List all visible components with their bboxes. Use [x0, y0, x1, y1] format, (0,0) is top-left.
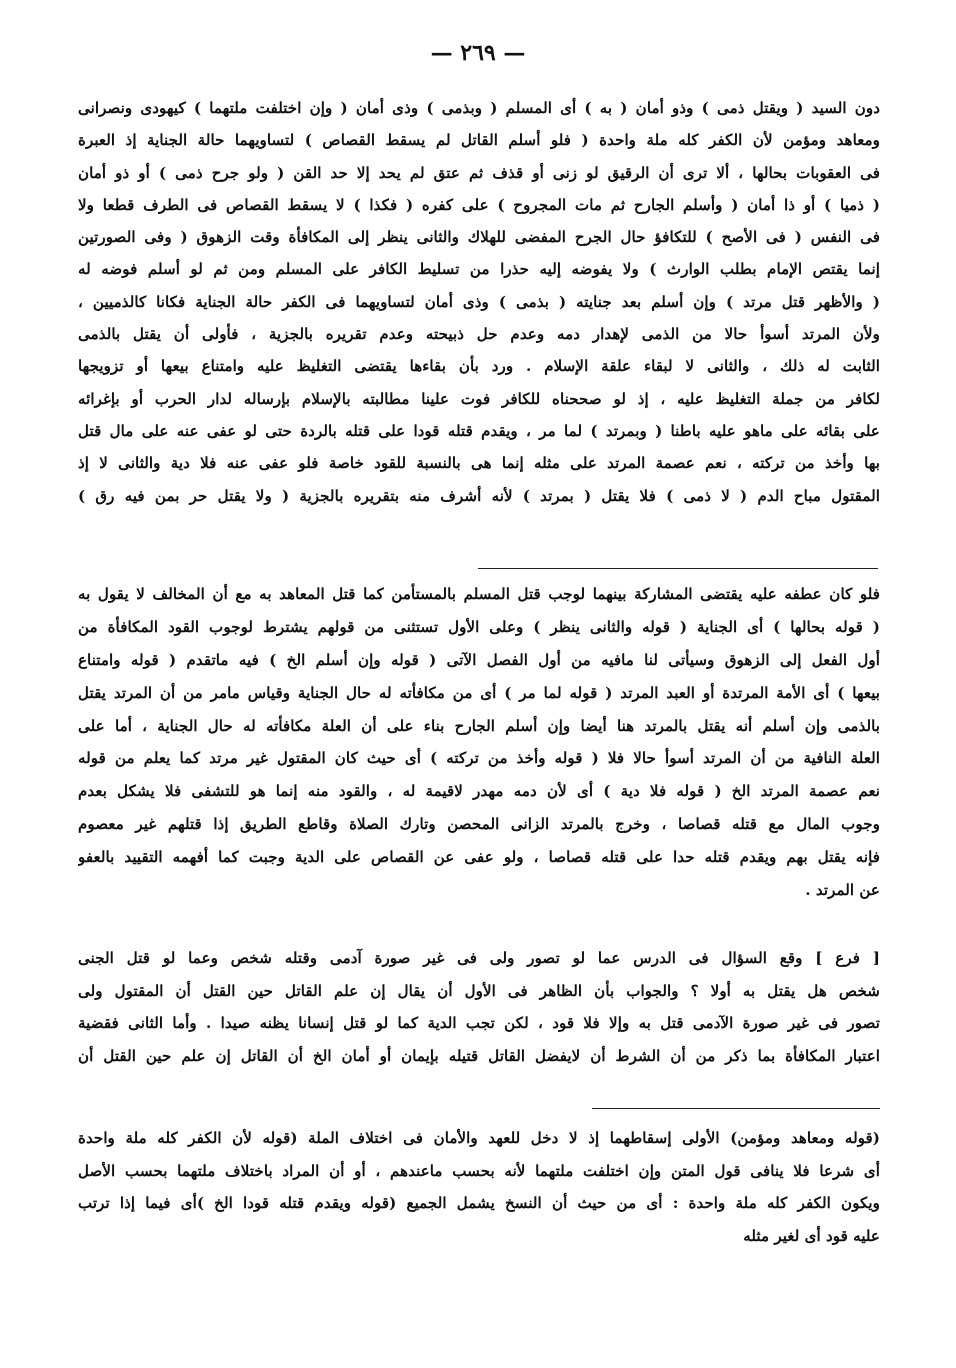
main-text-line: فى العقوبات بحالها ، ألا ترى أن الرقيق لو زنى أو قذف ثم عتق لم يحد إلا حد القن ( ولو جرح ذمى ) أو ذو أمان	[78, 163, 880, 182]
commentary-line: تصور فى غير صورة الآدمى قتل به وإلا فلا قود ، لكن تجب الدية كما لو قتل إنسانا يظنه صيدا . وأما الثانى فقضية	[78, 1014, 880, 1033]
separator-rule	[592, 1108, 880, 1109]
main-text-line: ولأن المرتد أسوأ حالا من الذمى لإهدار دمه وعدم حل ذبيحته وعدم تقريره بالجزية ، فأولى أن يقتل بالذمى	[78, 325, 880, 344]
main-text	[78, 92, 880, 512]
commentary-line: بالذمى وإن أسلم أنه يقتل بالمرتد هنا أيضا وإن أسلم الجارح بناء على أن العلة مكافأته له حال الجناية ، أما على	[78, 716, 880, 735]
main-text-line: بها وأخذ من تركته ، نعم عصمة المرتد على مثله إنما هى بالنسبة للقود خاصة فلو عفى عنه فلا دية والثانى لا إذ	[78, 454, 880, 473]
main-text-line: إنما يقتص الإمام بطلب الوارث ) ولا يفوضه إليه حذرا من تسليط الكافر على المسلم ومن ثم لو أسلم فوضه له	[78, 260, 880, 279]
commentary-line: أول الفعل إلى الزهوق وسيأتى لنا مافيه من أول الفصل الآتى ( قوله وإن أسلم الخ ) فيه ماتقدم ( قوله وامتناع	[78, 650, 880, 669]
commentary-first	[78, 578, 880, 907]
commentary-line: أى شرعا فلا ينافى قول المتن وإن اختلفت ملتهما لأنه بحسب ماعندهم ، أو أن المراد باختلاف ملتهما بحسب الأصل	[78, 1161, 880, 1180]
main-text-line: فى النفس ( فى الأصح ) للتكافؤ حال الجرح المفضى للهلاك والثانى ينظر إلى المكافأة وقت الزهوق ( وفى الصورتين	[78, 228, 880, 247]
page-number: — ٢٦٩ —	[430, 40, 526, 66]
commentary-line: اعتبار المكافأة بما ذكر من أن الشرط أن لايفضل القاتل قتيله بإيمان أو أمان الخ أن القاتل إن علم حين القتل أن	[78, 1046, 880, 1065]
main-text-line: ( والأظهر قتل مرتد ) وإن أسلم بعد جنايته ( بذمى ) وذى أمان لتساويهما فى الكفر حالة الجناية فكانا كالذميين ،	[78, 292, 880, 311]
main-text-line: لكافر من جملة التغليظ عليه ، إذ لو صححناه للكافر فوت علينا مطالبته بالإسلام بإرساله لدار الحرب أو بإغرائه	[78, 389, 880, 408]
commentary-line: العلة النافية من أن المرتد أسوأ حالا فلا ( قوله وأخذ من تركته ) أى حيث كان المقتول غير مرتد كما يعلم من قوله	[78, 749, 880, 768]
commentary-line: [ فرع ] وقع السؤال فى الدرس عما لو تصور ولى فى غير صورة آدمى وقتله شخص وعما لو قتل الجنى	[78, 949, 880, 967]
commentary-line: عن المرتد .	[805, 881, 880, 900]
main-text-line: الثابت له ذلك ، والثانى لا لبقاء علقة الإسلام . ورد بأن بقاءها يقتضى التغليظ عليه وامتناع بيعها أو تزويجها	[78, 357, 880, 376]
commentary-line: شخص هل يقتل به أولا ؟ والجواب بأن الظاهر فى الأول أن يقال إن علم القاتل حين القتل أن المقتول ولى	[78, 981, 880, 1000]
commentary-second	[78, 942, 880, 1072]
commentary-line: ويكون الكفر كله ملة واحدة : أى من حيث أن النسخ يشمل الجميع (قوله ويقدم قتله قودا الخ )أى فيما إذا ترتب	[78, 1194, 880, 1213]
main-text-line: دون السيد ( ويقتل ذمى ) وذو أمان ( به ) أى المسلم ( وبذمى ) وذى أمان ( وإن اختلفت ملتهما ) كيهودى ونصرانى	[78, 99, 880, 117]
commentary-third	[78, 1122, 880, 1252]
commentary-line: (قوله ومعاهد ومؤمن) الأولى إسقاطهما إذ لا دخل للعهد والأمان فى اختلاف الملة (قوله لأن الكفر كله ملة واحدة	[78, 1129, 880, 1147]
commentary-line: فلو كان عطفه عليه يقتضى المشاركة بينهما لوجب قتل المسلم بالمستأمن كما قتل المعاهد به مع أن المخالف لا يقول به	[78, 585, 880, 603]
commentary-line: بيعها ) أى الأمة المرتدة أو العبد المرتد ( قوله لما مر ) أى من مكافأته له حال الجناية وقياس مامر من أن المرتد يقتل	[78, 683, 880, 702]
main-text-line: ( ذميا ) أو ذا أمان ( وأسلم الجارح ثم مات المجروح ) على كفره ( فكذا ) لا يسقط القصاص فى الطرف قطعا ولا	[78, 195, 880, 214]
commentary-line: وجوب المال مع قتله قصاصا ، وخرج بالمرتد الزانى المحصن وتارك الصلاة وقاطع الطريق إذا قتلهم غير معصوم	[78, 815, 880, 834]
main-text-line: ومعاهد ومؤمن لأن الكفر كله ملة واحدة ( فلو أسلم القاتل لم يسقط القصاص ) لتساويهما حالة الجناية إذ العبرة	[78, 131, 880, 150]
main-text-line: المقتول مباح الدم ( لا ذمى ) فلا يقتل ( بمرتد ) لأنه أشرف منه بتقريره بالجزية ( ولا يقتل حر بمن فيه رق )	[78, 486, 880, 505]
commentary-line: فإنه يقتل بهم ويقدم قتله حدا على قتله قصاصا ، ولو عفى عن القصاص على الدية وجبت كما أفهمه التقييد بالعفو	[78, 848, 880, 867]
commentary-line: نعم عصمة المرتد الخ ( قوله فلا دية ) أى لأن دمه مهدر لاقيمة له ، والقود منه إنما هو للتشفى فلا يشكل بعدم	[78, 782, 880, 801]
commentary-line: عليه قود أى لغير مثله	[743, 1226, 880, 1245]
main-text-line: على بقائه على ماهو عليه باطنا ( وبمرتد ) لما مر ، ويقدم قتله قودا على قتله بالردة حتى لو عفى عنه على مال قتل	[78, 421, 880, 440]
separator-rule	[478, 568, 878, 569]
commentary-line: ( قوله بحالها ) أى الجناية ( قوله والثانى ينظر ) وعلى الأول تستثنى من قولهم يشترط لوجوب القود المكافأة من	[78, 617, 880, 636]
